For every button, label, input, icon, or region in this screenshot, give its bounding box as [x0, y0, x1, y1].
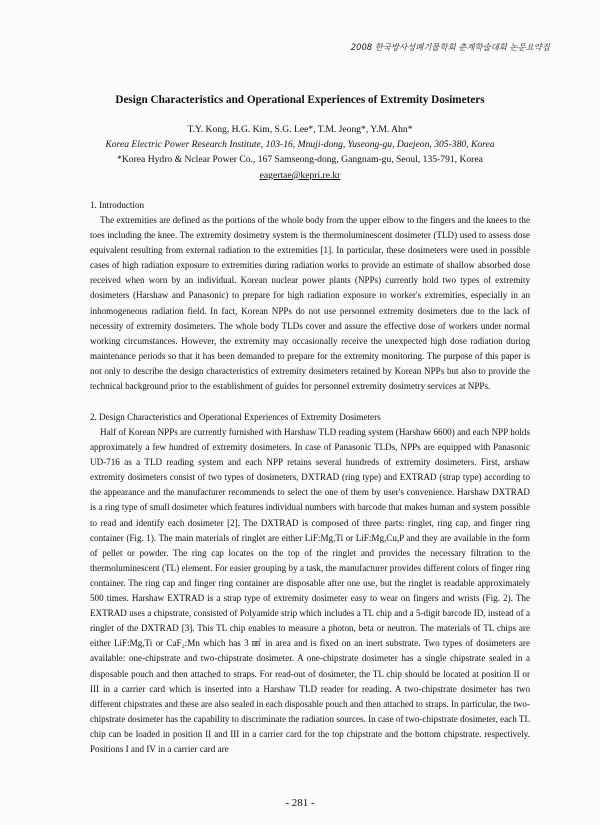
section-body-introduction — [90, 213, 530, 394]
paper-title: Design Characteristics and Operational Experiences of Extremity Dosimeters — [115, 94, 485, 106]
contact-email[interactable]: eagertae@kepri.re.kr — [259, 170, 341, 181]
affiliation-khnp: *Korea Hydro & Nclear Power Co., 167 Samseong-dong, Gangnam-gu, Seoul, 135-791, Korea — [117, 154, 483, 165]
section-body-design — [90, 425, 530, 757]
page-number: - 281 - — [285, 797, 315, 809]
section-heading-design: 2. Design Characteristics and Operational Experiences of Extremity Dosimeters — [90, 412, 381, 422]
section-heading-introduction: 1. Introduction — [90, 200, 145, 210]
conference-header: 2008 한국방사성폐기물학회 춘계학술대회 논문요약집 — [350, 42, 550, 52]
paragraph: Half of Korean NPPs are currently furnished with Harshaw TLD reading system (Harshaw 6600) and each NPP holds approximately a few hundred of extremity dosimeters. In case of Panasonic TLDs, NPPs are equipped with Panasonic UD-716 as a TLD reading system and each NPP retains several hundreds of extremity dosimeters. First, arshaw extremity dosimeters consist of two types of dosimeters, DXTRAD (ring type) and EXTRAD (strap type) according to the appearance and the manufacturer recommends to select the one of them by user's convenience. Harshaw DXTRAD is a ring type of small dosimeter which features individual numbers with barcode that makes human and system possible to read and identify each dosimeter [2]. The DXTRAD is composed of three parts: ringlet, ring cap, and finger ring container (Fig. 1). The main materials of ringlet are either LiF:Mg,Ti or LiF:Mg,Cu,P and they are available in the form of pellet or powder. The ring cap locates on the top of the ringlet and provides the necessary filtration to the thermoluminescent (TL) element. For easier grouping by a task, the manufacturer provides different colors of finger ring container. The ring cap and finger ring container are disposable after one use, but the ringlet is readable approximately 500 times. Harshaw EXTRAD is a strap type of extremity dosimeter easy to wear on fingers and wrists (Fig. 2). The EXTRAD uses a chipstrate, consisted of Polyamide strip which includes a TL chip and a 5-digit barcode ID, instead of a ringlet of the DXTRAD [3]. This TL chip enables to measure a photon, beta or neutron. The materials of TL chips are either LiF:Mg,Ti or CaF₂:Mn which has 3 ㎟ in area and is fixed on an inert substrate. Two types of dosimeters are available: one-chipstrate and two-chipstrate dosimeter. A one-chipstrate dosimeter has a single chipstrate sealed in a disposable pouch and then attached to straps. For read-out of dosimeter, the TL chip should be located at position II or III in a carrier card which is inserted into a Harshaw TLD reader for reading. A two-chipstrate dosimeter has two different chipstrates and these are also sealed in each disposable pouch and then attached to straps. In particular, the two-chipstrate dosimeter has the capability to discriminate the radiation sources. In case of two-chipstrate dosimeter, each TL chip can be loaded in position II and III in a carrier card for the top chipstrate and the bottom chipstrate. respectively. Positions I and IV in a carrier card are — [90, 427, 530, 754]
author-list: T.Y. Kong, H.G. Kim, S.G. Lee*, T.M. Jeong*, Y.M. Ahn* — [187, 124, 413, 135]
paragraph: The extremities are defined as the portions of the whole body from the upper elbow to the fingers and the knees to the toes including the knee. The extremity dosimetry system is the thermoluminescent dosimeter (TLD) used to assess dose equivalent resulting from external radiation to the extremities [1]. In particular, these dosimeters were used in possible cases of high radiation exposure to extremities during radiation works to provide an estimate of shallow absorbed dose received when worn by an individual. Korean nuclear power plants (NPPs) currently hold two types of extremity dosimeters (Harshaw and Panasonic) to prepare for high radiation exposure to worker's extremities, especially in an inhomogeneous radiation field. In fact, Korean NPPs do not use personnel extremity dosimeters due to the lack of necessity of extremity dosimeters. The whole body TLDs cover and assure the effective dose of workers under normal working circumstances. However, the extremity may occasionally receive the unexpected high dose radiation during maintenance periods so that it has been demanded to prepare for the extremity monitoring. The purpose of this paper is not only to describe the design characteristics of extremity dosimeters retained by Korean NPPs but also to provide the technical background prior to the establishment of guides for personnel extremity dosimetry services at NPPs. — [90, 215, 530, 392]
affiliation-kepri: Korea Electric Power Research Institute, 103-16, Mnuji-dong, Yuseong-gu, Daejeon, 305-380, Korea — [105, 139, 495, 150]
